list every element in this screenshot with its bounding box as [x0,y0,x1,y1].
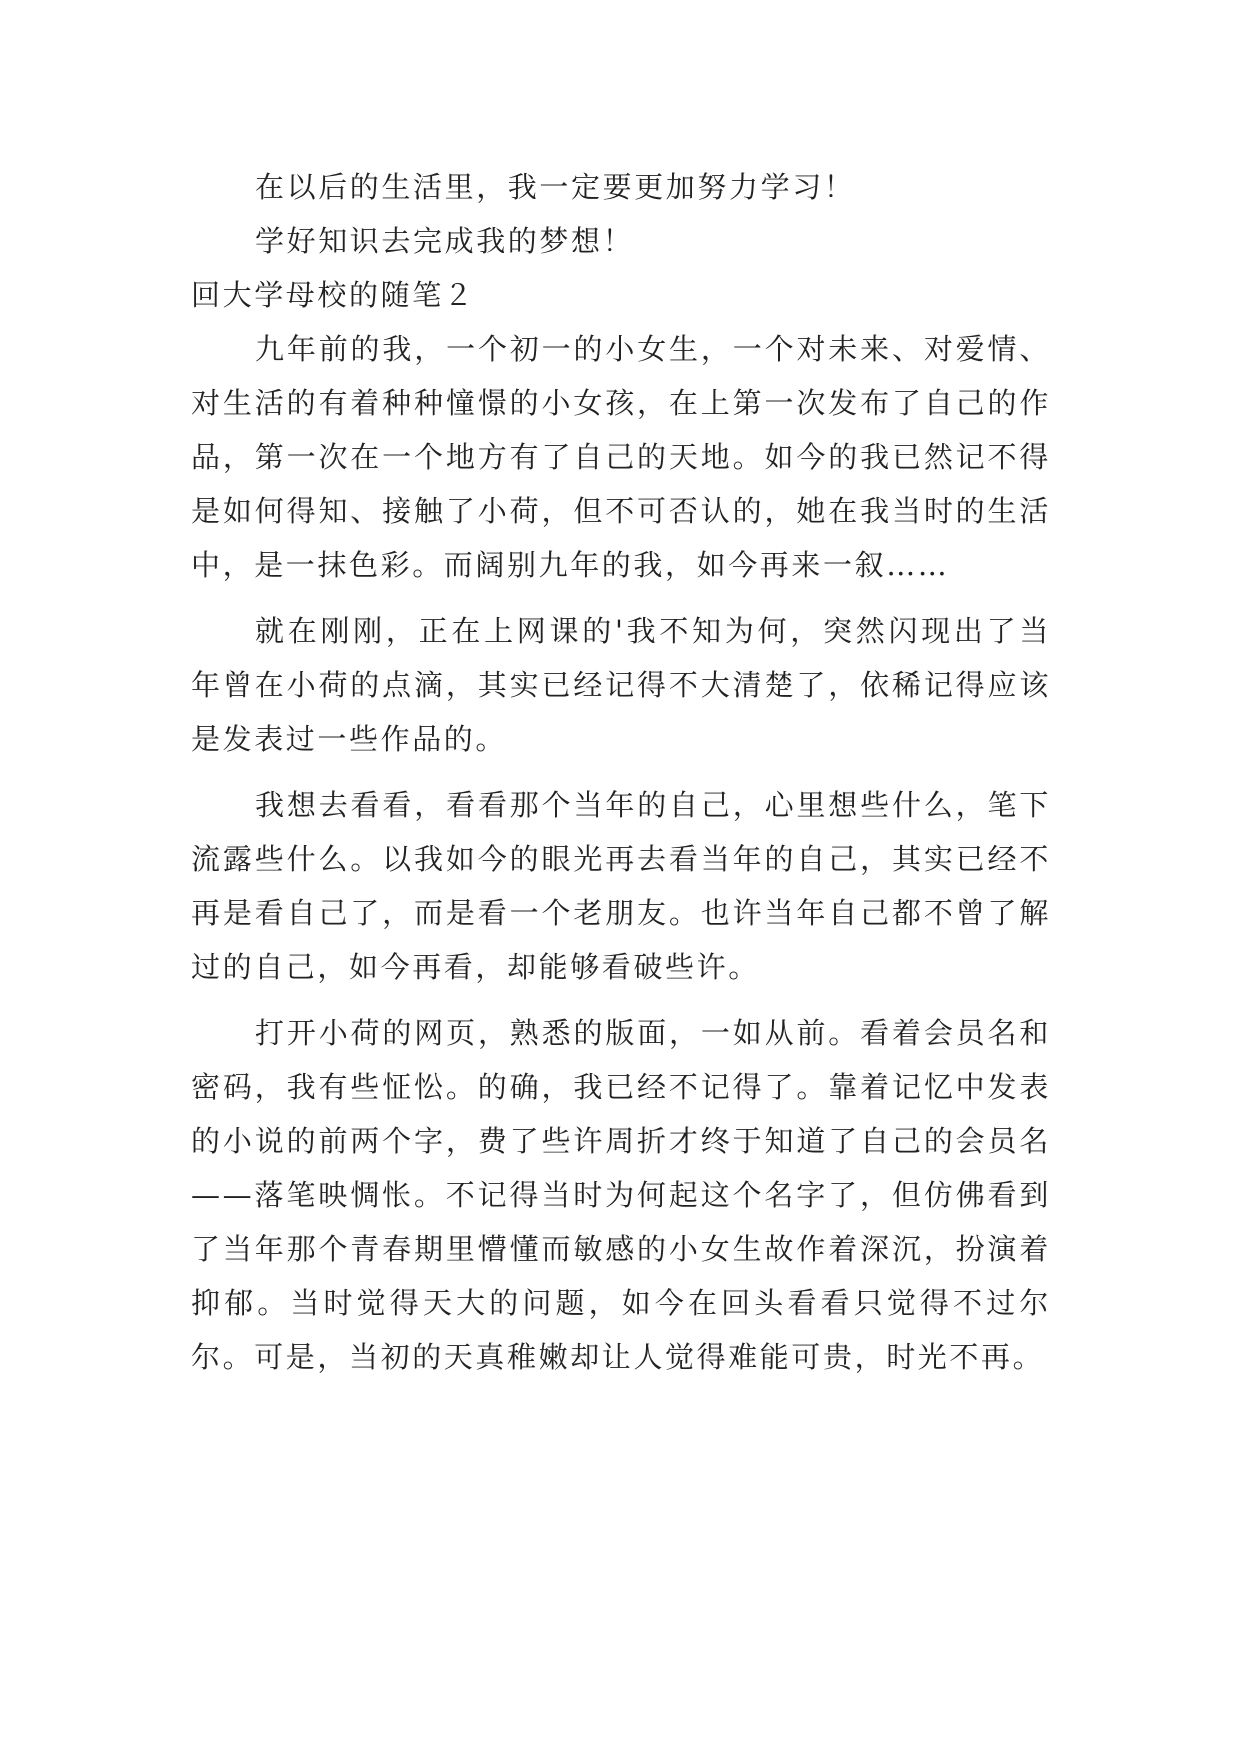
paragraph: 学好知识去完成我的梦想！ [255,224,635,258]
paragraph: 我想去看看，看看那个当年的自己，心里想些什么，笔下流露些什么。以我如今的眼光再去看当年的自己，其实已经不再是看自己了，而是看一个老朋友。也许当年自己都不曾了解过的自己，如今再看，却能够看破些许。 [191,788,1051,984]
paragraph: 就在刚刚，正在上网课的'我不知为何，突然闪现出了当年曾在小荷的点滴，其实已经记得不大清楚了，依稀记得应该是发表过一些作品的。 [191,614,1051,756]
paragraph: 在以后的生活里，我一定要更加努力学习！ [255,170,856,204]
document-body [191,160,1051,1384]
section-title: 回大学母校的随笔２ [191,278,476,312]
paragraph: 打开小荷的网页，熟悉的版面，一如从前。看着会员名和密码，我有些怔忪。的确，我已经不记得了。靠着记忆中发表的小说的前两个字，费了些许周折才终于知道了自己的会员名——落笔映惆怅。不记得当时为何起这个名字了，但仿佛看到了当年那个青春期里懵懂而敏感的小女生故作着深沉，扮演着抑郁。当时觉得天大的问题，如今在回头看看只觉得不过尔尔。可是，当初的天真稚嫩却让人觉得难能可贵，时光不再。 [191,1016,1051,1374]
paragraph: 九年前的我，一个初一的小女生，一个对未来、对爱情、对生活的有着种种憧憬的小女孩，在上第一次发布了自己的作品，第一次在一个地方有了自己的天地。如今的我已然记不得是如何得知、接触了小荷，但不可否认的，她在我当时的生活中，是一抹色彩。而阔别九年的我，如今再来一叙…… [191,332,1051,582]
